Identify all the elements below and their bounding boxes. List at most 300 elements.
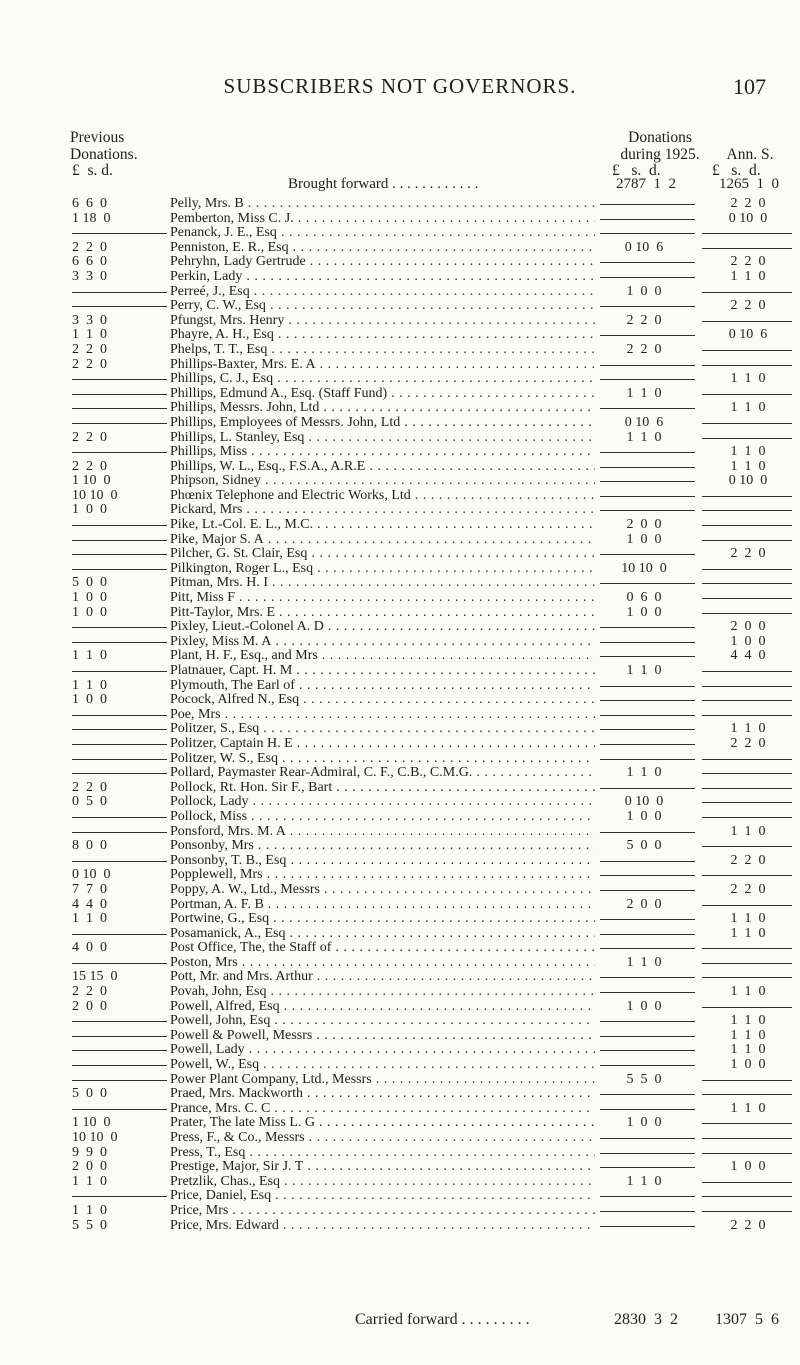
blank-dash	[72, 554, 167, 555]
annual-subscription: 0 10 6	[728, 327, 768, 343]
subscriber-name: Poston, Mrs . . .	[170, 956, 595, 971]
subscriber-list	[0, 197, 800, 1233]
blank-dash	[600, 992, 695, 993]
subscriber-name: Pollock, Miss . . .	[170, 810, 595, 825]
blank-dash	[600, 219, 695, 220]
annual-subscription: 2 2 0	[730, 852, 766, 868]
annual-subscription: 4 4 0	[730, 648, 766, 664]
list-item	[0, 270, 800, 285]
blank-dash	[72, 963, 167, 964]
blank-dash	[600, 1109, 695, 1110]
annual-subscription: 1 1 0	[730, 1100, 766, 1116]
donation-1925: 1 1 0	[626, 385, 662, 401]
units-annual: £ s. d.	[712, 162, 761, 179]
subscriber-name: Penanck, J. E., Esq . . .	[170, 226, 595, 241]
previous-donation: 2 2 0	[72, 239, 107, 255]
previous-donation: 1 10 0	[72, 473, 111, 489]
page-title: SUBSCRIBERS NOT GOVERNORS.	[223, 74, 577, 98]
subscriber-name: Plant, H. F., Esq., and Mrs . . .	[170, 649, 595, 664]
annual-subscription: 2 2 0	[730, 298, 766, 314]
previous-donation: 1 1 0	[72, 1202, 107, 1218]
brought-forward-annual: 1265 1 0	[719, 176, 779, 192]
annual-subscription: 1 1 0	[730, 984, 766, 1000]
blank-dash	[600, 759, 695, 760]
blank-dash	[702, 905, 792, 906]
list-item	[0, 285, 800, 300]
donation-1925: 10 10 0	[621, 560, 667, 576]
list-item	[0, 1000, 800, 1015]
list-item	[0, 883, 800, 898]
subscriber-name: Pitt-Taylor, Mrs. E . . .	[170, 606, 595, 621]
blank-dash	[600, 467, 695, 468]
blank-dash	[702, 598, 792, 599]
subscriber-name: Prestige, Major, Sir J. T . . .	[170, 1160, 595, 1175]
subscriber-name: Price, Mrs . . .	[170, 1204, 595, 1219]
list-item	[0, 343, 800, 358]
donation-1925: 0 10 6	[624, 414, 664, 430]
annual-subscription: 1 0 0	[730, 1057, 766, 1073]
list-item	[0, 1043, 800, 1058]
blank-dash	[702, 233, 792, 234]
list-item	[0, 825, 800, 840]
blank-dash	[72, 1080, 167, 1081]
blank-dash	[72, 773, 167, 774]
blank-dash	[600, 204, 695, 205]
blank-dash	[702, 846, 792, 847]
list-item	[0, 518, 800, 533]
list-item	[0, 927, 800, 942]
annual-subscription: 1 1 0	[730, 911, 766, 927]
blank-dash	[600, 919, 695, 920]
list-item	[0, 1131, 800, 1146]
list-item	[0, 693, 800, 708]
list-item	[0, 1014, 800, 1029]
list-item	[0, 431, 800, 446]
subscriber-name: Perreé, J., Esq . . .	[170, 285, 595, 300]
subscriber-name: Perry, C. W., Esq . . .	[170, 299, 595, 314]
list-item	[0, 387, 800, 402]
list-item	[0, 1029, 800, 1044]
subscriber-name: Phillips, L. Stanley, Esq . . .	[170, 431, 595, 446]
list-item	[0, 328, 800, 343]
list-item	[0, 416, 800, 431]
blank-dash	[600, 379, 695, 380]
blank-dash	[72, 1050, 167, 1051]
subscriber-name: Pott, Mr. and Mrs. Arthur . . .	[170, 970, 595, 985]
previous-donation: 5 0 0	[72, 1086, 107, 1102]
subscriber-name: Poe, Mrs . . .	[170, 708, 595, 723]
previous-donation: 2 2 0	[72, 458, 107, 474]
subscriber-name: Price, Daniel, Esq . . .	[170, 1189, 595, 1204]
list-item	[0, 401, 800, 416]
blank-dash	[600, 875, 695, 876]
blank-dash	[600, 365, 695, 366]
blank-dash	[600, 715, 695, 716]
blank-dash	[72, 1109, 167, 1110]
blank-dash	[702, 613, 792, 614]
blank-dash	[600, 744, 695, 745]
annual-subscription: 1 0 0	[730, 1159, 766, 1175]
annual-subscription: 0 10 0	[728, 210, 768, 226]
donation-1925: 1 1 0	[626, 429, 662, 445]
subscriber-name: Phillips, Edmund A., Esq. (Staff Fund) . . .	[170, 387, 595, 402]
list-item	[0, 1073, 800, 1088]
blank-dash	[600, 1021, 695, 1022]
blank-dash	[600, 1226, 695, 1227]
list-item	[0, 868, 800, 883]
subscriber-name: Phillips, Miss . . .	[170, 445, 595, 460]
subscriber-name: Price, Mrs. Edward . . .	[170, 1219, 595, 1234]
subscriber-name: Pilcher, G. St. Clair, Esq . . .	[170, 547, 595, 562]
blank-dash	[702, 248, 792, 249]
previous-donation: 2 2 0	[72, 341, 107, 357]
blank-dash	[72, 1196, 167, 1197]
previous-donation: 1 1 0	[72, 911, 107, 927]
blank-dash	[72, 832, 167, 833]
donation-1925: 1 1 0	[626, 954, 662, 970]
subscriber-name: Powell, W., Esq . . .	[170, 1058, 595, 1073]
blank-dash	[600, 686, 695, 687]
subscriber-name: Pitt, Miss F . . .	[170, 591, 595, 606]
blank-dash	[600, 1153, 695, 1154]
blank-dash	[702, 1182, 792, 1183]
blank-dash	[600, 642, 695, 643]
blank-dash	[702, 788, 792, 789]
carried-forward-donations: 2830 3 2	[614, 1311, 678, 1328]
annual-subscription: 2 2 0	[730, 1217, 766, 1233]
blank-dash	[72, 759, 167, 760]
annual-subscription: 1 1 0	[730, 268, 766, 284]
blank-dash	[702, 875, 792, 876]
subscriber-name: Phelps, T. T., Esq . . .	[170, 343, 595, 358]
previous-donation: 2 2 0	[72, 779, 107, 795]
list-item	[0, 941, 800, 956]
list-item	[0, 562, 800, 577]
previous-donation: 5 5 0	[72, 1217, 107, 1233]
subscriber-name: Phillips, W. L., Esq., F.S.A., A.R.E . . .	[170, 460, 595, 475]
carried-forward-row	[0, 1311, 800, 1331]
blank-dash	[702, 438, 792, 439]
annual-subscription: 1 1 0	[730, 823, 766, 839]
blank-dash	[72, 861, 167, 862]
blank-dash	[72, 525, 167, 526]
blank-dash	[702, 948, 792, 949]
brought-forward-label: Brought forward . . .	[288, 176, 478, 193]
list-item	[0, 1146, 800, 1161]
blank-dash	[600, 496, 695, 497]
page-header	[0, 74, 800, 104]
blank-dash	[702, 365, 792, 366]
previous-donation: 1 18 0	[72, 210, 111, 226]
blank-dash	[600, 729, 695, 730]
subscriber-name: Portman, A. F. B . . .	[170, 898, 595, 913]
blank-dash	[600, 1167, 695, 1168]
list-item	[0, 912, 800, 927]
subscriber-name: Pfungst, Mrs. Henry . . .	[170, 314, 595, 329]
blank-dash	[702, 496, 792, 497]
subscriber-name: Posamanick, A., Esq . . .	[170, 927, 595, 942]
previous-donation: 1 10 0	[72, 1115, 111, 1131]
previous-donation: 1 0 0	[72, 692, 107, 708]
blank-dash	[702, 1211, 792, 1212]
subscriber-name: Pike, Major S. A . . .	[170, 533, 595, 548]
previous-donation: 1 0 0	[72, 590, 107, 606]
list-item	[0, 460, 800, 475]
donation-1925: 0 10 6	[624, 239, 664, 255]
list-item	[0, 1204, 800, 1219]
list-item	[0, 620, 800, 635]
blank-dash	[702, 802, 792, 803]
previous-donation: 3 3 0	[72, 268, 107, 284]
blank-dash	[600, 788, 695, 789]
annual-subscription: 1 1 0	[730, 371, 766, 387]
blank-dash	[72, 642, 167, 643]
subscriber-name: Pixley, Lieut.-Colonel A. D . . .	[170, 620, 595, 635]
list-item	[0, 489, 800, 504]
annual-subscription: 0 10 0	[728, 473, 768, 489]
subscriber-name: Plymouth, The Earl of . . .	[170, 679, 595, 694]
blank-dash	[72, 408, 167, 409]
donation-1925: 2 2 0	[626, 341, 662, 357]
donation-1925: 1 0 0	[626, 1115, 662, 1131]
blank-dash	[702, 510, 792, 511]
blank-dash	[702, 963, 792, 964]
list-item	[0, 1087, 800, 1102]
list-item	[0, 591, 800, 606]
subscriber-name: Pollock, Lady . . .	[170, 795, 595, 810]
annual-subscription: 2 2 0	[730, 735, 766, 751]
brought-forward-row	[0, 176, 800, 192]
list-item	[0, 635, 800, 650]
donation-1925: 1 0 0	[626, 604, 662, 620]
blank-dash	[600, 1065, 695, 1066]
previous-donation: 8 0 0	[72, 838, 107, 854]
blank-dash	[702, 715, 792, 716]
donation-1925: 5 5 0	[626, 1071, 662, 1087]
blank-dash	[600, 1036, 695, 1037]
donation-1925: 1 0 0	[626, 808, 662, 824]
subscriber-name: Post Office, The, the Staff of . . .	[170, 941, 595, 956]
list-item	[0, 708, 800, 723]
subscriber-name: Praed, Mrs. Mackworth . . .	[170, 1087, 595, 1102]
list-item	[0, 299, 800, 314]
list-item	[0, 810, 800, 825]
subscriber-name: Popplewell, Mrs . . .	[170, 868, 595, 883]
blank-dash	[600, 1138, 695, 1139]
list-item	[0, 679, 800, 694]
units-previous: £ s. d.	[72, 162, 113, 179]
subscriber-name: Phillips, C. J., Esq . . .	[170, 372, 595, 387]
annual-subscription: 2 2 0	[730, 881, 766, 897]
blank-dash	[702, 292, 792, 293]
list-item	[0, 576, 800, 591]
previous-donation: 10 10 0	[72, 1130, 118, 1145]
list-item	[0, 358, 800, 373]
subscriber-name: Ponsonby, Mrs . . .	[170, 839, 595, 854]
blank-dash	[702, 350, 792, 351]
column-header-previous: Previous Donations.	[70, 129, 138, 163]
blank-dash	[702, 817, 792, 818]
list-item	[0, 533, 800, 548]
list-item	[0, 781, 800, 796]
previous-donation: 1 0 0	[72, 604, 107, 620]
list-item	[0, 766, 800, 781]
blank-dash	[72, 233, 167, 234]
annual-subscription: 1 1 0	[730, 458, 766, 474]
column-header-annual: Ann. S.	[726, 146, 774, 163]
annual-subscription: 1 1 0	[730, 1013, 766, 1029]
subscriber-name: Phillips, Messrs. John, Ltd . . .	[170, 401, 595, 416]
previous-donation: 3 3 0	[72, 312, 107, 328]
list-item	[0, 1058, 800, 1073]
list-item	[0, 956, 800, 971]
subscriber-name: Pemberton, Miss C. J. . . .	[170, 212, 595, 227]
list-item	[0, 795, 800, 810]
annual-subscription: 1 1 0	[730, 1027, 766, 1043]
donation-1925: 2 2 0	[626, 312, 662, 328]
previous-donation: 0 5 0	[72, 794, 107, 810]
subscriber-name: Phillips, Employees of Messrs. John, Ltd . . .	[170, 416, 595, 431]
subscriber-name: Pretzlik, Chas., Esq . . .	[170, 1175, 595, 1190]
units-donations: £ s. d.	[612, 162, 661, 179]
blank-dash	[72, 1036, 167, 1037]
blank-dash	[600, 335, 695, 336]
annual-subscription: 2 2 0	[730, 196, 766, 211]
list-item	[0, 1102, 800, 1117]
blank-dash	[702, 686, 792, 687]
blank-dash	[702, 700, 792, 701]
donation-1925: 1 0 0	[626, 531, 662, 547]
subscriber-name: Prater, The late Miss L. G . . .	[170, 1116, 595, 1131]
previous-donation: 4 0 0	[72, 940, 107, 956]
list-item	[0, 752, 800, 767]
subscriber-name: Pilkington, Roger L., Esq . . .	[170, 562, 595, 577]
subscriber-name: Perkin, Lady . . .	[170, 270, 595, 285]
donation-1925: 1 1 0	[626, 1173, 662, 1189]
subscriber-name: Prance, Mrs. C. C . . .	[170, 1102, 595, 1117]
blank-dash	[72, 817, 167, 818]
blank-dash	[702, 525, 792, 526]
subscriber-name: Phayre, A. H., Esq . . .	[170, 328, 595, 343]
subscriber-name: Pixley, Miss M. A . . .	[170, 635, 595, 650]
blank-dash	[600, 1196, 695, 1197]
previous-donation: 9 9 0	[72, 1144, 107, 1160]
blank-dash	[72, 715, 167, 716]
blank-dash	[600, 627, 695, 628]
list-item	[0, 547, 800, 562]
previous-donation: 1 1 0	[72, 677, 107, 693]
blank-dash	[600, 934, 695, 935]
blank-dash	[702, 759, 792, 760]
list-item	[0, 839, 800, 854]
subscriber-name: Pehryhn, Lady Gertrude . . .	[170, 255, 595, 270]
annual-subscription: 2 0 0	[730, 619, 766, 635]
previous-donation: 15 15 0	[72, 969, 118, 985]
blank-dash	[72, 379, 167, 380]
blank-dash	[72, 934, 167, 935]
list-item	[0, 649, 800, 664]
annual-subscription: 1 1 0	[730, 721, 766, 737]
list-item	[0, 314, 800, 329]
subscriber-name: Phœnix Telephone and Electric Works, Ltd . . .	[170, 489, 595, 504]
subscriber-name: Pitman, Mrs. H. I . . .	[170, 576, 595, 591]
brought-forward-donations: 2787 1 2	[616, 176, 676, 192]
annual-subscription: 2 2 0	[730, 546, 766, 562]
subscriber-name: Pelly, Mrs. B . . .	[170, 197, 595, 212]
previous-donation: 1 1 0	[72, 327, 107, 343]
donation-1925: 2 0 0	[626, 896, 662, 912]
subscriber-name: Povah, John, Esq . . .	[170, 985, 595, 1000]
blank-dash	[702, 1080, 792, 1081]
list-item	[0, 372, 800, 387]
previous-donation: 10 10 0	[72, 487, 118, 503]
subscriber-name: Poppy, A. W., Ltd., Messrs . . .	[170, 883, 595, 898]
carried-forward-label: Carried forward . . .	[355, 1311, 530, 1329]
list-item	[0, 226, 800, 241]
list-item	[0, 606, 800, 621]
list-item	[0, 445, 800, 460]
previous-donation: 0 10 0	[72, 867, 111, 883]
blank-dash	[600, 262, 695, 263]
previous-donation: 2 0 0	[72, 1159, 107, 1175]
blank-dash	[600, 233, 695, 234]
blank-dash	[600, 861, 695, 862]
annual-subscription: 2 2 0	[730, 254, 766, 270]
list-item	[0, 255, 800, 270]
blank-dash	[702, 1138, 792, 1139]
blank-dash	[702, 1007, 792, 1008]
annual-subscription: 1 1 0	[730, 444, 766, 460]
blank-dash	[600, 452, 695, 453]
blank-dash	[72, 671, 167, 672]
subscriber-name: Power Plant Company, Ltd., Messrs . . .	[170, 1073, 595, 1088]
blank-dash	[72, 729, 167, 730]
blank-dash	[702, 1153, 792, 1154]
blank-dash	[600, 1211, 695, 1212]
list-item	[0, 474, 800, 489]
blank-dash	[72, 540, 167, 541]
blank-dash	[72, 569, 167, 570]
blank-dash	[600, 948, 695, 949]
blank-dash	[72, 744, 167, 745]
list-item	[0, 241, 800, 256]
carried-forward-annual: 1307 5 6	[715, 1311, 779, 1328]
subscriber-name: Phillips-Baxter, Mrs. E. A . . .	[170, 358, 595, 373]
blank-dash	[702, 321, 792, 322]
blank-dash	[600, 890, 695, 891]
list-item	[0, 898, 800, 913]
blank-dash	[600, 1050, 695, 1051]
annual-subscription: 1 1 0	[730, 925, 766, 941]
blank-dash	[72, 1021, 167, 1022]
subscriber-name: Pollard, Paymaster Rear-Admiral, C. F., C.B., C.M.G. . . .	[170, 766, 595, 781]
blank-dash	[72, 1065, 167, 1066]
blank-dash	[600, 700, 695, 701]
blank-dash	[702, 1123, 792, 1124]
blank-dash	[702, 671, 792, 672]
subscriber-name: Politzer, Captain H. E . . .	[170, 737, 595, 752]
subscriber-name: Portwine, G., Esq . . .	[170, 912, 595, 927]
subscriber-name: Pickard, Mrs . . .	[170, 503, 595, 518]
annual-subscription: 1 0 0	[730, 633, 766, 649]
subscriber-name: Politzer, S., Esq . . .	[170, 722, 595, 737]
blank-dash	[600, 656, 695, 657]
blank-dash	[72, 627, 167, 628]
subscriber-name: Press, F., & Co., Messrs . . .	[170, 1131, 595, 1146]
blank-dash	[702, 394, 792, 395]
subscriber-name: Powell, John, Esq . . .	[170, 1014, 595, 1029]
blank-dash	[600, 1094, 695, 1095]
